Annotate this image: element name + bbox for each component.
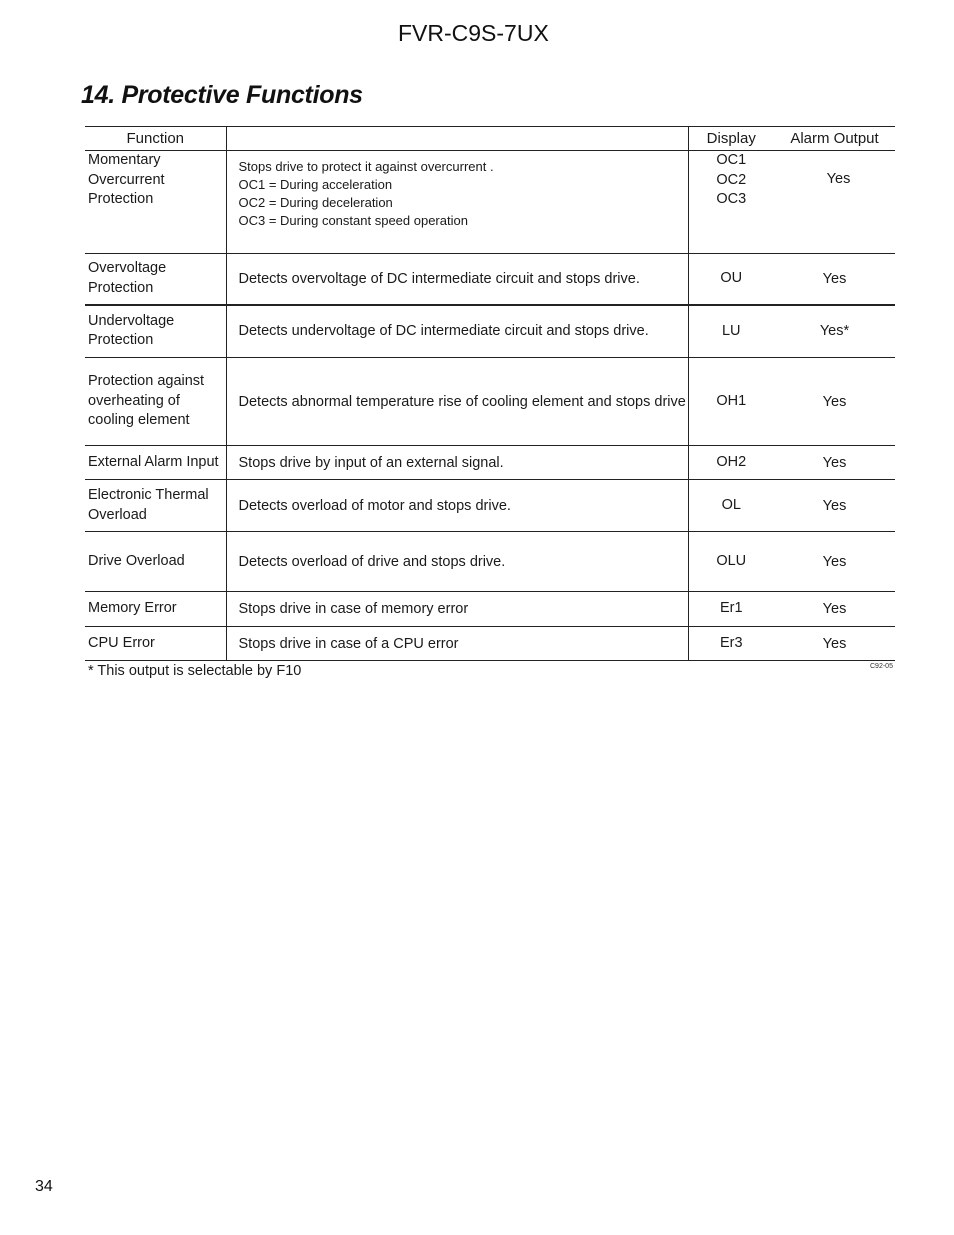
description-cell: Detects abnormal temperature rise of cooling element and stops drive — [226, 358, 688, 446]
display-code: OC2 — [716, 171, 747, 188]
function-line: Protection — [88, 332, 154, 349]
alarm-output-cell: Yes — [774, 532, 895, 592]
table-row — [85, 627, 895, 661]
alarm-output-cell: Yes — [774, 358, 895, 446]
display-cell: Er1 — [688, 592, 774, 627]
protective-functions-table — [85, 126, 895, 661]
table-row — [85, 592, 895, 627]
display-code: OC1 — [716, 152, 747, 168]
page-number: 34 — [35, 1178, 53, 1195]
function-line: Momentary — [88, 152, 161, 168]
function-line: Drive Overload — [88, 552, 185, 569]
table-header-row — [85, 127, 895, 151]
function-line: cooling element — [88, 412, 190, 429]
display-cell: LU — [688, 305, 774, 358]
alarm-output-cell: Yes — [774, 254, 895, 305]
table-row — [85, 480, 895, 532]
display-cell: OL — [688, 480, 774, 532]
description-line: Stops drive to protect it against overcurrent . — [238, 159, 494, 174]
column-header-display: Display — [688, 127, 774, 151]
table-row — [85, 151, 895, 254]
description-cell — [226, 151, 688, 254]
column-header-function: Function — [85, 127, 226, 151]
function-line: Undervoltage — [88, 312, 175, 329]
description-line: OC3 = During constant speed operation — [238, 213, 468, 228]
description-cell: Detects overload of motor and stops drive. — [226, 480, 688, 532]
function-line: Memory Error — [88, 600, 177, 617]
function-line: Overvoltage — [88, 260, 167, 277]
function-cell — [85, 358, 226, 446]
description-cell: Detects overload of drive and stops drive. — [226, 532, 688, 592]
display-cell: OH2 — [688, 446, 774, 480]
function-cell — [85, 151, 226, 254]
description-cell: Detects undervoltage of DC intermediate circuit and stops drive. — [226, 305, 688, 358]
function-line: overheating of — [88, 392, 180, 409]
function-cell — [85, 627, 226, 661]
column-header-description — [226, 127, 688, 151]
function-cell — [85, 592, 226, 627]
figure-code: C92-05 — [870, 663, 893, 670]
model-header: FVR-C9S-7UX — [398, 20, 549, 46]
alarm-output-cell: Yes* — [774, 305, 895, 358]
function-cell — [85, 254, 226, 305]
function-line: Protection — [88, 279, 154, 296]
display-cell: OU — [688, 254, 774, 305]
alarm-output-cell: Yes — [774, 151, 895, 254]
table-row — [85, 305, 895, 358]
description-cell: Stops drive in case of memory error — [226, 592, 688, 627]
function-cell — [85, 480, 226, 532]
function-line: Overcurrent — [88, 171, 165, 188]
table-row — [85, 254, 895, 305]
function-line: Protection against — [88, 373, 205, 390]
description-cell: Detects overvoltage of DC intermediate circuit and stops drive. — [226, 254, 688, 305]
description-cell: Stops drive in case of a CPU error — [226, 627, 688, 661]
display-cell: OH1 — [688, 358, 774, 446]
table-row — [85, 532, 895, 592]
section-title: 14. Protective Functions — [81, 81, 363, 109]
display-cell: Er3 — [688, 627, 774, 661]
function-line: Protection — [88, 191, 154, 207]
table-row — [85, 446, 895, 480]
display-code: OC3 — [716, 191, 747, 207]
description-line: OC1 = During acceleration — [238, 177, 393, 192]
alarm-output-cell: Yes — [774, 446, 895, 480]
function-line: External Alarm Input — [88, 453, 219, 470]
function-line: Overload — [88, 506, 147, 523]
function-cell — [85, 305, 226, 358]
description-cell: Stops drive by input of an external signal. — [226, 446, 688, 480]
footnote: * This output is selectable by F10 — [88, 663, 302, 679]
alarm-output-cell: Yes — [774, 627, 895, 661]
alarm-output-cell: Yes — [774, 592, 895, 627]
display-cell: OLU — [688, 532, 774, 592]
display-cell — [688, 151, 774, 254]
column-header-alarm-output: Alarm Output — [774, 127, 895, 151]
function-line: CPU Error — [88, 634, 155, 651]
table-row — [85, 358, 895, 446]
function-cell — [85, 446, 226, 480]
alarm-output-cell: Yes — [774, 480, 895, 532]
function-line: Electronic Thermal — [88, 487, 209, 503]
description-line: OC2 = During deceleration — [238, 195, 393, 210]
function-cell — [85, 532, 226, 592]
